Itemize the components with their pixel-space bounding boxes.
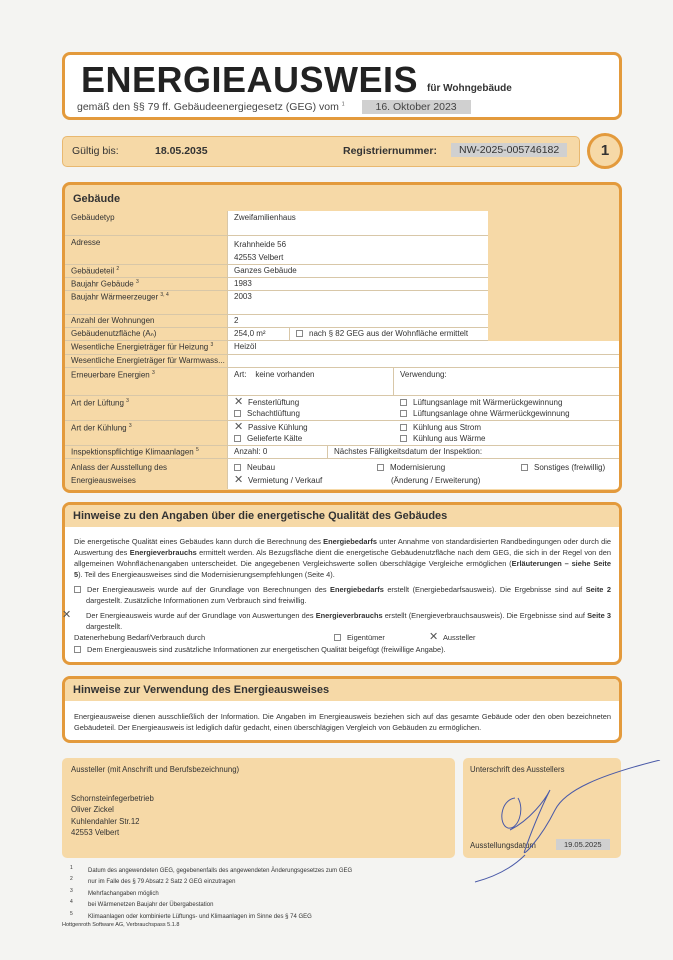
reg-label: Registriernummer: [343,145,437,157]
reg-number: NW-2025-005746182 [451,143,567,157]
checkbox[interactable] [400,424,407,431]
usage-notes-heading: Hinweise zur Verwendung des Energieausweises [65,679,619,701]
label [65,421,228,445]
option-label: Passive Kühlung [248,423,308,432]
text: Der Energieausweis wurde auf der Grundlage von Auswertungen des [86,611,316,620]
label [65,396,228,420]
renewables-use: Verwendung: [394,368,619,395]
law-line [77,101,471,113]
issuer-line: Kuhlendahler Str.12 [71,816,140,826]
label [65,368,228,395]
issue-reason-options [228,459,619,489]
label-text: Art der Kühlung [71,423,127,433]
text: Seite 3 [587,611,611,620]
quality-notes-section [62,502,622,665]
intro-paragraph [74,536,611,580]
issuer-box [62,758,455,858]
text: Datenerhebung Bedarf/Verbrauch durch [74,633,206,642]
text: Seite 2 [585,585,611,594]
address-line: Krahnheide 56 [234,240,287,249]
text: erstellt (Energieverbrauchsausweis). Die Ergebnisse sind auf [382,611,588,620]
label-text: Baujahr Wärmeerzeuger [71,292,159,302]
ventilation-options [228,396,619,420]
signature-drawing [470,760,670,885]
software-credit: Hottgenroth Software AG, Verbrauchspass 5.1.8 [62,922,180,928]
issue-date: 19.05.2025 [556,839,610,850]
law-text: gemäß den §§ 79 ff. Gebäudeenergiegesetz (GEG) vom [77,101,339,113]
footnote [70,875,352,886]
law-date: 16. Oktober 2023 [362,100,471,114]
text: Der Energieausweis wurde auf der Grundlage von Berechnungen des [87,585,331,594]
floor-area-check[interactable] [290,328,488,340]
label-text: Gebäudeteil [71,266,115,276]
text: ). Teil des Energieausweises sind die Modernisierungsempfehlungen (Seite 4). [78,570,335,579]
usage-notes-text: Energieausweise dienen ausschließlich der Information. Die Angaben im Energieausweis beziehen sich auf das gesamte Gebäude oder den oben bezeichneten Gebäudeteil. Der Energieausweis ist lediglich dafür gedacht, einen überschlägigen Vergleich von Gebäuden zu ermöglichen. [74,712,611,732]
issuer-label: Aussteller (mit Anschrift und Berufsbezeichnung) [71,765,240,774]
text: unter Annahme von standardisierten Randbedingungen oder durch die Auswertung des [74,537,612,557]
checkbox[interactable] [74,586,81,593]
label [65,265,228,277]
label [65,446,228,458]
footnote-text: Datum des angewendeten GEG, gegebenenfalls des angewendeten Änderungsgesetzes zum GEG [88,868,353,874]
option-delivered[interactable] [234,433,400,444]
option-consumption[interactable] [62,609,611,632]
option-sublabel: (Änderung / Erweiterung) [391,476,481,485]
checkbox[interactable] [400,399,407,406]
valid-label: Gültig bis: [72,145,119,157]
text: Energiebedarfs [323,537,377,546]
option-heat-recovery[interactable] [400,397,613,408]
text: Energieverbrauchs [129,548,197,557]
label-text: Energieausweises [71,476,136,485]
label: Gebäudenutzfläche (Aₙ) [65,328,228,340]
option-label: Aussteller [443,633,476,642]
label-text: Erneuerbare Energien [71,370,150,380]
checkbox[interactable] [334,634,341,641]
option-demand[interactable] [74,584,611,606]
option-label: Gelieferte Kälte [247,434,303,443]
inspection-due: Nächstes Fälligkeitsdatum der Inspektion: [328,446,619,458]
renewables-value: keine vorhanden [255,370,315,379]
text: Erläuterungen – siehe Seite 5 [74,559,611,579]
page-number: 1 [587,133,623,169]
option-label: Fensterlüftung [248,398,300,407]
label [65,459,228,489]
footnote-ref: 3 [128,423,132,429]
option-label: Lüftungsanlage mit Wärmerückgewinnung [413,398,563,407]
issuer-line: Schornsteinfegerbetrieb [71,793,154,803]
signature-label: Unterschrift des Ausstellers [470,765,565,774]
text: Energiebedarfs [330,585,384,594]
label-text: Anlass der Ausstellung des [71,463,168,472]
option-electric[interactable] [400,422,613,433]
checked-x-icon[interactable]: ✕ [429,631,439,643]
checked-x-icon[interactable]: ✕ [62,609,72,621]
option-owner[interactable] [334,632,385,643]
checked-x-icon[interactable]: ✕ [234,421,244,433]
checkbox[interactable] [400,410,407,417]
issue-date-label: Ausstellungsdatum [470,841,536,850]
address [228,236,488,264]
quality-notes-heading: Hinweise zu den Angaben über die energetische Qualität des Gebäudes [65,505,619,527]
option-label: Lüftungsanlage ohne Wärmerückgewinnung [413,409,570,418]
footnote-text: Mehrfachangaben möglich [88,890,159,897]
option-label: Eigentümer [347,633,385,642]
footnote-text: Klimaanlagen oder kombinierte Lüftungs- und Klimaanlagen im Sinne des § 74 GEG [88,913,312,920]
document-title: ENERGIEAUSWEIS [81,59,419,100]
text: dargestellt. [86,622,123,631]
footnote-number: 3 [70,887,73,894]
header-box [62,52,622,120]
checked-x-icon[interactable]: ✕ [234,474,244,486]
footnote [70,898,352,909]
option-label: Modernisierung [390,463,446,472]
checkbox[interactable] [234,435,241,442]
label-text: Inspektionspflichtige Klimaanlagen [71,447,194,457]
footnote-ref: 3 [151,370,155,376]
heater-year: 2003 [228,291,488,314]
issuer-line: 42553 Velbert [71,828,120,837]
checkbox[interactable] [234,410,241,417]
text: Die energetische Qualität eines Gebäudes kann durch die Berechnung des [74,537,324,546]
text: Dem Energieausweis sind zusätzliche Informationen zur energetischen Qualität beigefügt (freiwillige Angabe). [87,645,446,654]
option-other[interactable] [521,461,605,474]
label-text: Wesentliche Energieträger für Heizung [71,342,209,352]
footnote-ref: 3, 4 [160,292,169,298]
option-label: Sonstiges (freiwillig) [534,463,606,472]
option-no-recovery[interactable] [400,408,613,419]
footnote-ref: 2 [116,266,120,272]
issuer-line: Oliver Zickel [71,805,114,814]
option-new[interactable] [234,461,275,474]
footnote-ref: 3 [135,279,139,285]
building-heading: Gebäude [73,193,121,205]
validity-bar [62,136,580,167]
footnote-number: 1 [70,865,73,871]
unit-count: 2 [228,315,488,327]
hot-water-energy [228,355,619,367]
footnote [70,887,352,898]
option-rent-sale[interactable] [234,474,322,487]
address-line: 42553 Velbert [234,253,284,262]
option-shaft[interactable] [234,408,400,419]
footnote-ref: 3 [126,398,129,404]
text: Energieverbrauchs [315,611,383,620]
checked-x-icon[interactable]: ✕ [234,396,244,408]
footnote-ref: 3 [210,342,214,348]
text: ermittelt werden. Als Bezugsfläche dient die energetische Gebäudenutzfläche nach dem GEG, die sich in der Regel von den allgemeinen Wohnflächenangaben unterscheidet. Die angegebenen Vergleichswerte sollen überschlägige Vergleiche ermöglichen ( [74,548,611,568]
building-part: Ganzes Gebäude [228,265,488,277]
data-collection-row [74,632,611,644]
footnote-ref: 5 [195,447,199,453]
text: dargestellt. Zusätzliche Informationen zum Verbrauch sind freiwillig. [86,596,307,605]
label: Gebäudetyp [65,211,228,235]
heating-energy: Heizöl [228,341,619,354]
ac-count: Anzahl: 0 [228,446,328,458]
option-modernisation[interactable] [377,461,445,474]
checkbox-label: nach § 82 GEG aus der Wohnfläche ermittelt [309,329,469,338]
checkbox[interactable] [377,464,384,471]
option-window[interactable] [234,397,400,408]
valid-date: 18.05.2035 [155,145,208,157]
option-label: Schachtlüftung [247,409,300,418]
usage-notes-section [62,676,622,743]
footnote-number: 2 [70,876,73,883]
photo-area [488,211,619,342]
checkbox[interactable] [400,435,407,442]
footnote-text: nur im Falle des § 79 Absatz 2 Satz 2 GEG einzutragen [88,879,236,886]
footnote-number: 4 [70,899,73,906]
option-passive[interactable] [234,422,400,433]
option-issuer[interactable] [429,632,475,643]
label: Anzahl der Wohnungen [65,315,228,327]
text: erstellt (Energiebedarfsausweis). Die Ergebnisse sind auf [383,585,586,594]
footnote-text: bei Wärmenetzen Baujahr der Übergabestation [88,902,214,909]
checkbox[interactable] [234,464,241,471]
label [65,278,228,290]
option-additional-info[interactable] [74,644,611,655]
quality-notes-body [62,536,612,655]
footnote-ref: 1 [341,101,345,108]
cooling-options [228,421,619,445]
label: Wesentliche Energieträger für Warmwass... [65,355,228,367]
option-label: Vermietung / Verkauf [248,476,323,485]
floor-area: 254,0 m² [228,328,290,340]
footnote [70,910,352,921]
footnotes [70,864,352,921]
building-type: Zweifamilienhaus [228,211,488,235]
option-label: Neubau [247,463,276,472]
option-label: Kühlung aus Wärme [413,434,486,443]
option-label: Kühlung aus Strom [413,423,482,432]
footnote-number: 5 [70,910,73,917]
label-text: Art: [234,370,247,379]
label: Adresse [65,236,228,264]
building-section [62,182,622,493]
label-text: Baujahr Gebäude [71,279,134,289]
option-heat[interactable] [400,433,613,444]
label [65,341,228,354]
checkbox[interactable] [521,464,528,471]
checkbox[interactable] [296,330,303,337]
checkbox[interactable] [74,646,81,653]
label-text: Art der Lüftung [71,398,124,408]
subtitle: für Wohngebäude [427,83,512,94]
label [65,291,228,314]
renewables-type [228,368,394,395]
footnote [70,864,352,875]
construction-year: 1983 [228,278,488,290]
